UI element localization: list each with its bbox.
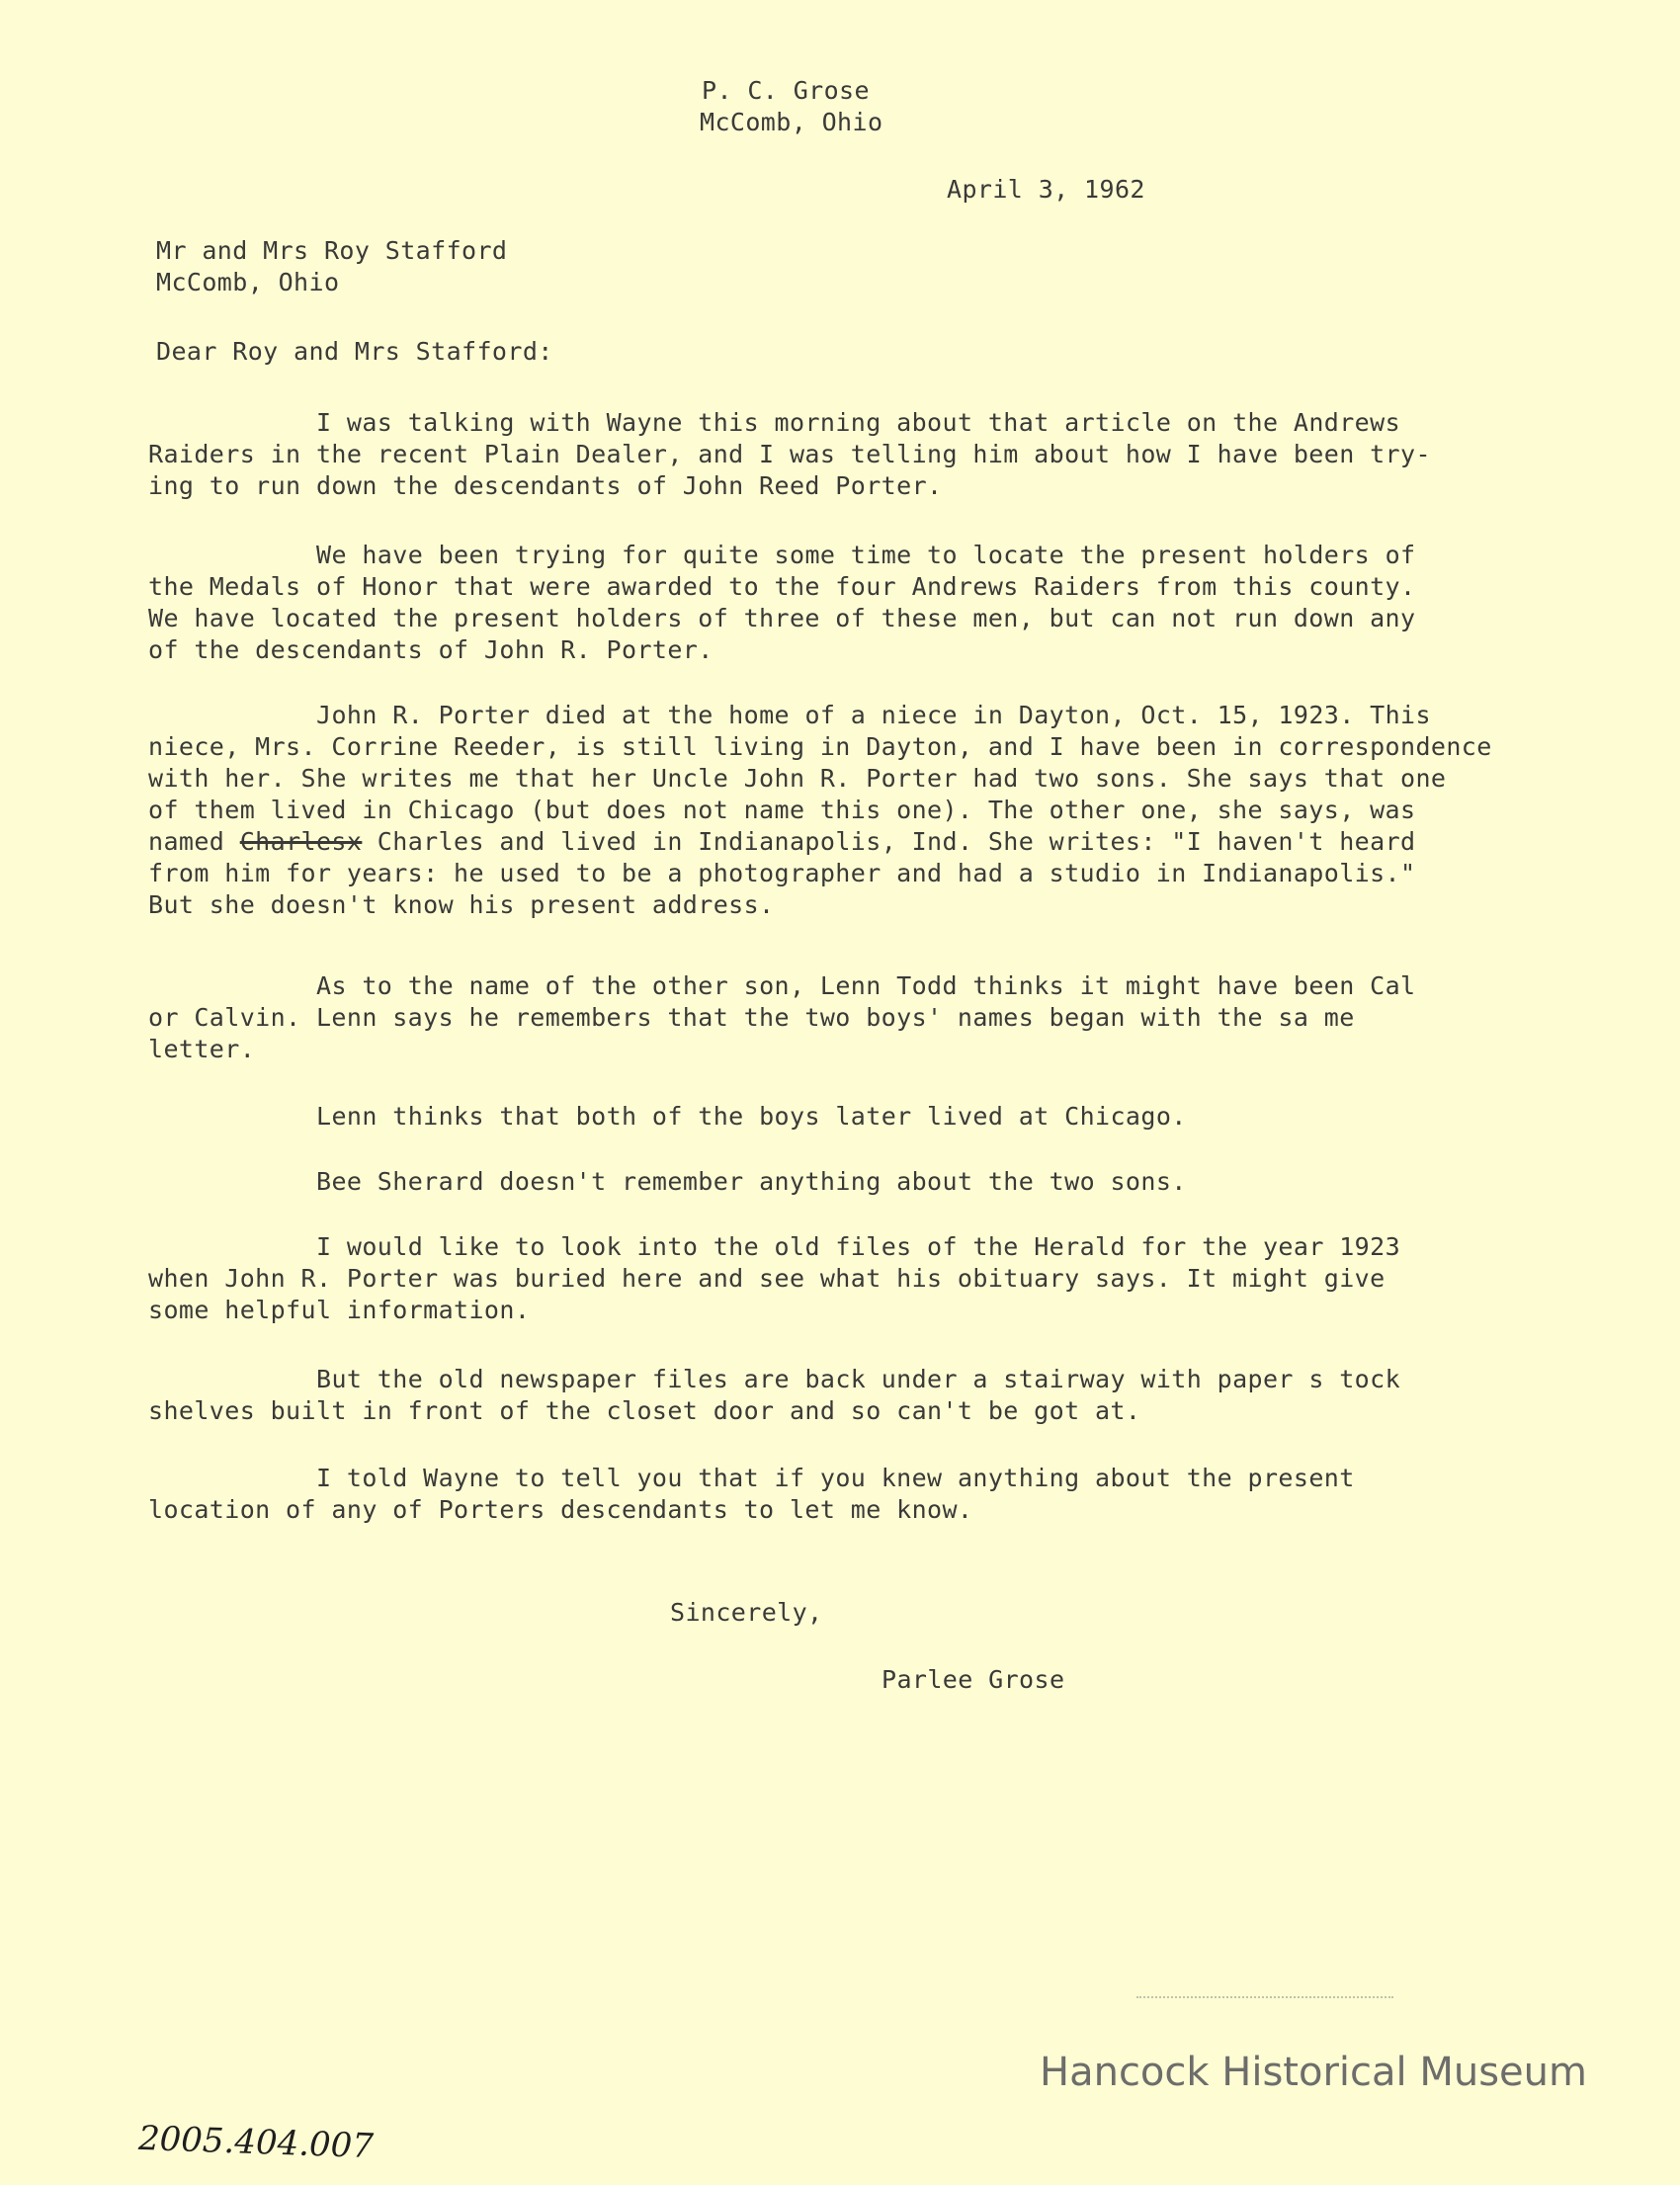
paragraph-line: the Medals of Honor that were awarded to the four Andrews Raiders from this county.: [148, 572, 1416, 601]
paragraph-line: Raiders in the recent Plain Dealer, and I was telling him about how I have been try-: [148, 440, 1431, 468]
paragraph-3: [148, 700, 1611, 921]
museum-watermark: Hancock Historical Museum: [1040, 2050, 1587, 2095]
paragraph-line: But she doesn't know his present address.: [148, 890, 775, 919]
paragraph-line: when John R. Porter was buried here and see what his obituary says. It might give: [148, 1264, 1386, 1293]
paragraph-line: Bee Sherard doesn't remember anything about the two sons.: [316, 1167, 1187, 1196]
paragraph-line: location of any of Porters descendants to let me know.: [148, 1495, 973, 1524]
paragraph-2: [148, 540, 1611, 666]
paragraph-7: [148, 1231, 1611, 1326]
paragraph-9: [148, 1463, 1611, 1526]
struck-out-word: Charlesx: [239, 827, 363, 856]
faint-stamp: [1136, 1996, 1393, 2010]
paragraph-line: John R. Porter died at the home of a niece in Dayton, Oct. 15, 1923. This: [316, 701, 1431, 729]
paragraph-4: [148, 970, 1611, 1065]
paragraph-line: We have been trying for quite some time to locate the present holders of: [316, 541, 1416, 569]
handwritten-catalog-number: 2005.404.007: [137, 2118, 375, 2167]
paragraph-line: some helpful information.: [148, 1296, 531, 1324]
paragraph-line: ing to run down the descendants of John Reed Porter.: [148, 471, 943, 500]
paragraph-line: Lenn thinks that both of the boys later lived at Chicago.: [316, 1102, 1187, 1131]
paragraph-line: We have located the present holders of three of these men, but can not run down any: [148, 604, 1416, 632]
paragraph-1: [148, 407, 1611, 502]
paragraph-line: of them lived in Chicago (but does not name this one). The other one, she says, was: [148, 796, 1416, 824]
paragraph-line: [148, 826, 1611, 858]
paragraph-line: I was talking with Wayne this morning about that article on the Andrews: [316, 408, 1401, 437]
closing: Sincerely,: [670, 1598, 823, 1627]
paragraph-line: As to the name of the other son, Lenn Todd thinks it might have been Cal: [316, 971, 1416, 1000]
paragraph-line: But the old newspaper files are back under a stairway with paper s tock: [316, 1365, 1401, 1393]
paragraph-6: [148, 1166, 1611, 1198]
paragraph-line: I would like to look into the old files of the Herald for the year 1923: [316, 1232, 1401, 1261]
letterhead-name: P. C. Grose: [702, 76, 870, 105]
paragraph-line: of the descendants of John R. Porter.: [148, 635, 714, 664]
paragraph-line: niece, Mrs. Corrine Reeder, is still living in Dayton, and I have been in correspondence: [148, 732, 1492, 761]
salutation: Dear Roy and Mrs Stafford:: [156, 337, 553, 366]
paragraph-line: shelves built in front of the closet door and so can't be got at.: [148, 1396, 1141, 1425]
recipient-city: McComb, Ohio: [156, 268, 340, 296]
paragraph-line: with her. She writes me that her Uncle John R. Porter had two sons. She says that one: [148, 764, 1447, 793]
letter-date: April 3, 1962: [947, 175, 1145, 204]
paragraph-line: letter.: [148, 1035, 256, 1063]
letterhead-city: McComb, Ohio: [700, 108, 883, 136]
recipient-name: Mr and Mrs Roy Stafford: [156, 236, 508, 265]
paragraph-line: from him for years: he used to be a photographer and had a studio in Indianapolis.": [148, 859, 1416, 887]
paragraph-8: [148, 1364, 1611, 1427]
paragraph-5: [148, 1101, 1611, 1133]
signature-name: Parlee Grose: [882, 1665, 1065, 1694]
paragraph-line: I told Wayne to tell you that if you knew anything about the present: [316, 1464, 1355, 1492]
paragraph-line: or Calvin. Lenn says he remembers that the two boys' names began with the sa me: [148, 1003, 1355, 1032]
paragraph-line-start: named: [148, 827, 225, 856]
paragraph-line-end: Charles and lived in Indianapolis, Ind. She writes: "I haven't heard: [377, 827, 1416, 856]
